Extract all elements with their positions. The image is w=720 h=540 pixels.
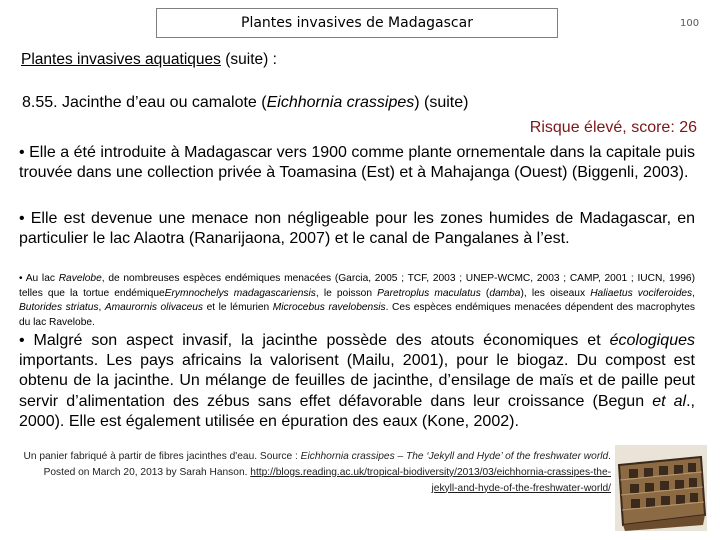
- slide-header: [156, 8, 558, 38]
- ravelobe-note: • Au lac Ravelobe, de nombreuses espèces endémiques menacées (Garcia, 2005 ; TCF, 2003 ; UNEP-WCMC, 2003 ; CAMP, 2001 ; IUCN, 1996) telles que la tortue endémiqueErymnochelys madagascariensis, le poisson Paretroplus maculatus (damba), les oiseaux Haliaetus vociferoides, Butorides striatus, Amaurornis olivaceus et le lémurien Microcebus ravelobensis. Ces espèces endémiques menacées dépendent des macrophytes du lac Ravelobe.: [19, 273, 695, 328]
- subtitle-rest: (suite) :: [220, 51, 277, 68]
- subtitle: [21, 51, 277, 69]
- image-caption: Un panier fabriqué à partir de fibres jacinthes d'eau. Source : Eichhornia crassipes – The ‘Jekyll and Hyde’ of the freshwater world. Posted on March 20, 2013 by Sarah Hanson. http://blogs.reading.ac.uk/tropical-biodiversity/2013/03/eichhornia-crassipes-the-jekyll-and-hyde-of-the-freshwater-world/: [23, 451, 611, 494]
- page-number: 100: [680, 18, 700, 29]
- paragraph-threat: • Elle est devenue une menace non négligeable pour les zones humides de Madagascar, en particulier le lac Alaotra (Ranarijaona, 2007) et le canal de Pangalanes à l’est.: [19, 210, 695, 248]
- risk-score: Risque élevé, score: 26: [529, 119, 697, 136]
- basket-photo: [615, 445, 707, 531]
- source-link[interactable]: http://blogs.reading.ac.uk/tropical-biodiversity/2013/03/eichhornia-crassipes-the-jekyll-and-hyde-of-the-freshwater-world/: [250, 466, 611, 494]
- slide-title: Plantes invasives de Madagascar: [241, 15, 473, 31]
- paragraph-introduction: • Elle a été introduite à Madagascar vers 1900 comme plante ornementale dans la capitale puis trouvée dans une collection privée à Toamasina (Est) et à Mahajanga (Ouest) (Biggenli, 2003).: [19, 144, 695, 182]
- section-title: 8.55. Jacinthe d’eau ou camalote (Eichhornia crassipes) (suite): [22, 94, 469, 111]
- subtitle-underlined: Plantes invasives aquatiques: [21, 51, 221, 68]
- paragraph-uses: • Malgré son aspect invasif, la jacinthe possède des atouts économiques et écologiques importants. Les pays africains la valorisent (Mailu, 2001), pour le biogaz. Du compost est obtenu de la jacinthe. Un mélange de feuilles de jacinthe, d’ensilage de maïs et de paille peut servir d’alimentation des zébus sans effet défavorable dans leur croissance (Begun et al., 2000). Elle est également utilisée en épuration des eaux (Kone, 2002).: [19, 332, 695, 430]
